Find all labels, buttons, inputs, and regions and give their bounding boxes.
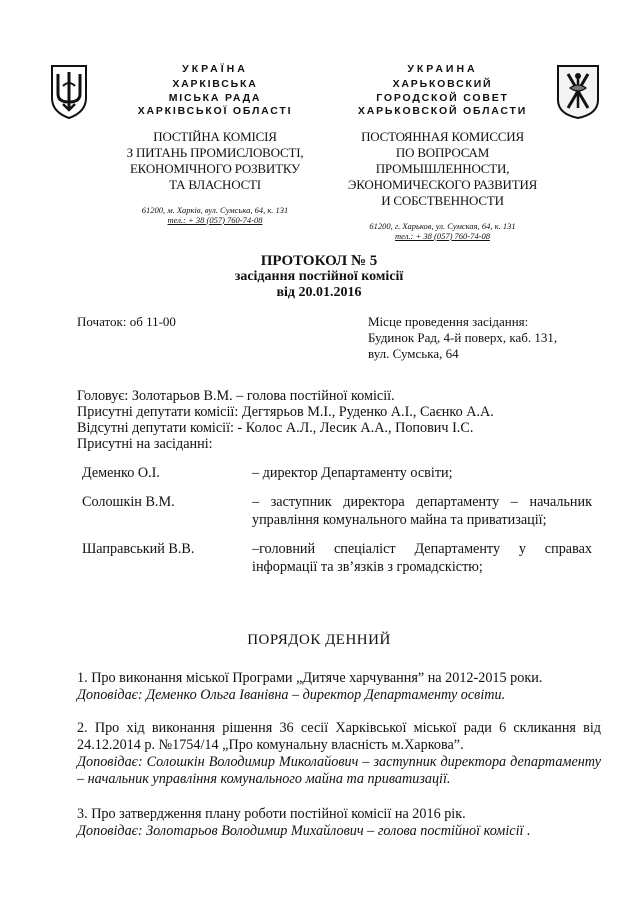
invited-name: Солошкін В.М.	[82, 494, 175, 510]
invited-role: – заступник директора департаменту – начальник управління комунального майна та приватизації;	[252, 494, 592, 528]
meeting-place-line: вул. Сумська, 64	[368, 346, 459, 361]
attendance-block	[77, 388, 597, 452]
phone-line: тел.: + 38 (057) 760-74-08	[167, 214, 263, 225]
agenda-item	[77, 720, 601, 788]
invited-name: Шаправський В.В.	[82, 541, 195, 557]
invited-name: Деменко О.І.	[82, 465, 160, 481]
address-line: 61200, г. Харьков, ул. Сумская, 64, к. 131	[369, 220, 516, 231]
council-name-line: ХАРЬКОВСКОЙ ОБЛАСТИ	[357, 105, 528, 117]
invited-role: –головний спеціаліст Департаменту у справах інформації та зв’язків з громадскістю;	[252, 541, 592, 575]
council-name-line: ХАРКІВСЬКА	[172, 78, 258, 90]
agenda-item-reporter: Доповідає: Золотарьов Володимир Михайлович – голова постійної комісії .	[77, 823, 531, 839]
agenda-item	[77, 806, 601, 840]
commission-name-line: ТА ВЛАСНОСТІ	[169, 176, 261, 192]
agenda-item	[77, 670, 601, 704]
country-name: УКРАИНА	[407, 63, 478, 75]
contact-address	[330, 221, 555, 241]
phone-line: тел.: + 38 (057) 760-74-08	[395, 230, 490, 241]
chair-line: Головує: Золотарьов В.М. – голова постійної комісії.	[77, 388, 395, 404]
council-name	[95, 78, 335, 119]
commission-name-line: И СОБСТВЕННОСТИ	[381, 192, 504, 208]
commission-name-line: З ПИТАНЬ ПРОМИСЛОВОСТІ,	[126, 144, 304, 160]
absent-members-line: Відсутні депутати комісії: - Колос А.Л., Лесик А.А., Попович І.С.	[77, 420, 474, 436]
invited-role: – директор Департаменту освіти;	[252, 465, 453, 481]
council-name-line: ХАРЬКОВСКИЙ	[392, 78, 493, 90]
protocol-date: від 20.01.2016	[276, 285, 362, 300]
agenda-title: ПОРЯДОК ДЕННИЙ	[247, 632, 391, 648]
commission-name-line: ПОСТОЯННАЯ КОМИССИЯ	[361, 128, 524, 144]
meeting-place	[368, 314, 598, 362]
council-name-line: ХАРКІВСЬКОЇ ОБЛАСТІ	[137, 105, 293, 117]
invited-label: Присутні на засіданні:	[77, 436, 213, 452]
commission-name-line: ЭКОНОМИЧЕСКОГО РАЗВИТИЯ	[347, 176, 538, 192]
commission-name-line: ПО ВОПРОСАМ ПРОМЫШЛЕННОСТИ,	[375, 144, 510, 176]
country-name: УКРАЇНА	[182, 63, 248, 75]
header-ukrainian	[95, 60, 335, 225]
header-russian	[330, 60, 555, 241]
agenda-item-text: 2. Про хід виконання рішення 36 сесії Харківської міської ради 6 скликання від 24.12.2014 р. №1754/14 „Про комунальну власність м.Харкова”.	[77, 720, 601, 753]
council-name-line: МІСЬКА РАДА	[168, 91, 262, 104]
agenda-item-text: 3. Про затвердження плану роботи постійної комісії на 2016 рік.	[77, 806, 466, 822]
commission-name-line: ПОСТІЙНА КОМІСІЯ	[153, 128, 277, 144]
kharkiv-city-coat-of-arms-icon	[556, 64, 600, 120]
meeting-start-time: Початок: об 11-00	[77, 314, 176, 329]
agenda-item-text: 1. Про виконання міської Програми „Дитяче харчування” на 2012-2015 роки.	[77, 670, 543, 686]
protocol-title	[0, 253, 638, 301]
commission-name	[330, 129, 555, 209]
meeting-place-line: Місце проведення засідання:	[368, 314, 529, 329]
agenda-item-reporter: Доповідає: Деменко Ольга Іванівна – директор Департаменту освіти.	[77, 687, 506, 703]
present-members-line: Присутні депутати комісії: Дегтярьов М.І., Руденко А.І., Саєнко А.А.	[77, 404, 494, 420]
address-line: 61200, м. Харків, вул. Сумська, 64, к. 131	[141, 204, 289, 215]
commission-name	[95, 129, 335, 193]
commission-name-line: ЕКОНОМІЧНОГО РОЗВИТКУ	[129, 160, 301, 176]
protocol-number: ПРОТОКОЛ № 5	[260, 253, 378, 269]
council-name	[330, 78, 555, 119]
contact-address	[95, 205, 335, 225]
agenda-item-reporter: Доповідає: Солошкін Володимир Миколайович – заступник директора департаменту – начальник управління комунального майна та приватизації.	[77, 754, 601, 787]
council-name-line: ГОРОДСКОЙ СОВЕТ	[376, 91, 509, 104]
trident-coat-of-arms-icon	[50, 64, 88, 120]
meeting-place-line: Будинок Рад, 4-й поверх, каб. 131,	[368, 330, 558, 345]
protocol-subtitle: засідання постійної комісії	[234, 269, 404, 284]
